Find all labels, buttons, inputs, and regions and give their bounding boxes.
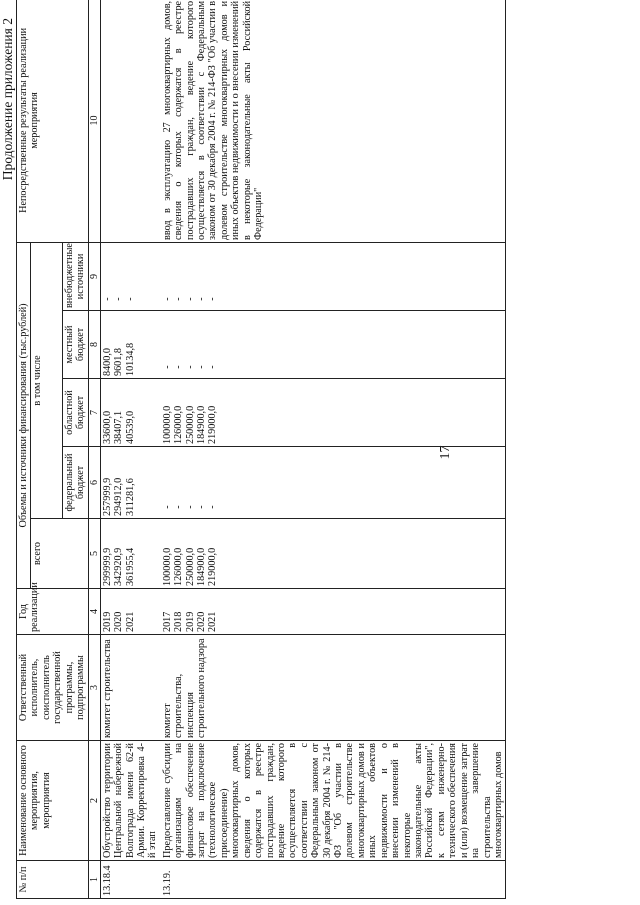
regional-value: 40539,0 <box>124 410 136 444</box>
row-regional <box>100 379 161 447</box>
header-federal: федеральный бюджет <box>62 447 88 519</box>
local-value: 10134,8 <box>124 342 136 376</box>
year-value: 2019 <box>101 611 113 632</box>
row-extrabudget <box>161 242 506 310</box>
row-number: 13.18.4 <box>100 861 161 899</box>
local-value: - <box>207 365 219 369</box>
federal-value: 257999,9 <box>101 477 113 516</box>
regional-value: 184900,0 <box>195 405 207 444</box>
row-activity-name: Предоставление субсидии организациям на финансовое обеспечение затрат на подключение (технологическое присоединение) многоквартирных домов, сведения о которых содержатся в реестре пострадавших граждан, ведение которого осуществляется в соответствии с Федеральным законом от 30 декабря 2004 г. № 214-ФЗ "Об участии в долевом строительстве многоквартирных домов и иных объектов недвижимости и о внесении изменений в некоторые законодательные акты Российской Федерации", к сетям инженерно-технического обеспечения и (или) возмещение затрат на завершение строительства многоквартирных домов <box>161 741 506 861</box>
federal-value: - <box>173 505 185 509</box>
appendix-label: Продолжение приложения 2 <box>0 18 15 181</box>
column-number: 7 <box>88 379 100 447</box>
extra-value: - <box>184 297 196 301</box>
row-total <box>161 519 506 589</box>
total-value: 184900,0 <box>195 547 207 586</box>
row-federal <box>161 447 506 519</box>
header-funding-group: Объемы и источники финансирования (тыс.рублей) <box>17 242 31 588</box>
extra-value: - <box>207 297 219 301</box>
regional-value: 126000,0 <box>173 405 185 444</box>
column-number: 4 <box>88 589 100 635</box>
regional-value: 219000,0 <box>207 405 219 444</box>
year-value: 2021 <box>124 611 136 632</box>
row-number: 13.19. <box>161 861 506 899</box>
year-value: 2018 <box>173 611 185 632</box>
row-result: ввод в эксплуатацию 27 многоквартирных домов, сведения о которых содержатся в реестре пострадавших граждан, ведение которого осуществляется в соответствии с Федеральным законом от 30 декабря 2004 г. № 214-ФЗ "Об участии в долевом строительстве многоквартирных домов и иных объектов недвижимости и о внесении изменений в некоторые законодательные акты Российской Федерации" <box>161 0 506 242</box>
header-row-1 <box>17 0 31 899</box>
page-number: 17 <box>438 445 453 460</box>
row-local <box>161 311 506 379</box>
row-local <box>100 311 161 379</box>
column-number: 10 <box>88 0 100 242</box>
extra-value: - <box>161 297 173 301</box>
row-result <box>100 0 161 242</box>
row-years <box>161 589 506 635</box>
extra-value: - <box>173 297 185 301</box>
year-value: 2021 <box>207 611 219 632</box>
header-executor: Ответственный исполнитель, соисполнитель государственной программы, подпрограммы <box>17 635 89 741</box>
local-value: - <box>161 365 173 369</box>
federal-value: - <box>195 505 207 509</box>
federal-value: - <box>161 505 173 509</box>
extra-value: - <box>124 297 136 301</box>
header-total: всего <box>31 519 88 589</box>
column-number: 1 <box>88 861 100 899</box>
header-extrabudget: внебюджетные источники <box>62 242 88 310</box>
table-row <box>100 0 161 899</box>
regional-value: 38407,1 <box>113 410 125 444</box>
header-regional: областной бюджет <box>62 379 88 447</box>
header-including: в том числе <box>31 242 62 518</box>
local-value: - <box>195 365 207 369</box>
row-total <box>100 519 161 589</box>
column-number: 3 <box>88 635 100 741</box>
column-number: 2 <box>88 741 100 861</box>
total-value: 342920,9 <box>113 547 125 586</box>
extra-value: - <box>113 297 125 301</box>
federal-value: - <box>184 505 196 509</box>
total-value: 219000,0 <box>207 547 219 586</box>
local-value: 9601,8 <box>113 347 125 376</box>
total-value: 361955,4 <box>124 547 136 586</box>
regional-value: 33600,0 <box>101 410 113 444</box>
year-value: 2017 <box>161 611 173 632</box>
year-value: 2020 <box>113 611 125 632</box>
header-num: № п/п <box>17 861 89 899</box>
row-activity-name: Обустройство территории Центральной набережной Волгограда имени 62-й Армии. Корректировка 4-й этап <box>100 741 161 861</box>
column-number-row <box>88 0 100 899</box>
column-number: 8 <box>88 311 100 379</box>
extra-value: - <box>195 297 207 301</box>
header-result: Непосредственные результаты реализации мероприятия <box>17 0 89 242</box>
column-number: 6 <box>88 447 100 519</box>
local-value: - <box>184 365 196 369</box>
total-value: 299999,9 <box>101 547 113 586</box>
regional-value: 100000,0 <box>161 405 173 444</box>
federal-value: 294912,0 <box>113 477 125 516</box>
total-value: 126000,0 <box>173 547 185 586</box>
header-year: Год реализации <box>17 589 89 635</box>
regional-value: 250000,0 <box>184 405 196 444</box>
total-value: 100000,0 <box>161 547 173 586</box>
row-extrabudget <box>100 242 161 310</box>
federal-value: - <box>207 505 219 509</box>
row-regional <box>161 379 506 447</box>
column-number: 5 <box>88 519 100 589</box>
row-federal <box>100 447 161 519</box>
row-executor: комитет строительства, инспекция строительного надзора <box>161 635 506 741</box>
extra-value: - <box>101 297 113 301</box>
row-executor: комитет строительства <box>100 635 161 741</box>
table-row <box>161 0 506 899</box>
year-value: 2020 <box>195 611 207 632</box>
row-years <box>100 589 161 635</box>
year-value: 2019 <box>184 611 196 632</box>
local-value: 8400,0 <box>101 347 113 376</box>
header-name: Наименование основного мероприятия, мероприятия <box>17 741 89 861</box>
total-value: 250000,0 <box>184 547 196 586</box>
federal-value: 311281,6 <box>124 478 136 516</box>
local-value: - <box>173 365 185 369</box>
funding-table <box>16 0 506 899</box>
header-local: местный бюджет <box>62 311 88 379</box>
column-number: 9 <box>88 242 100 310</box>
